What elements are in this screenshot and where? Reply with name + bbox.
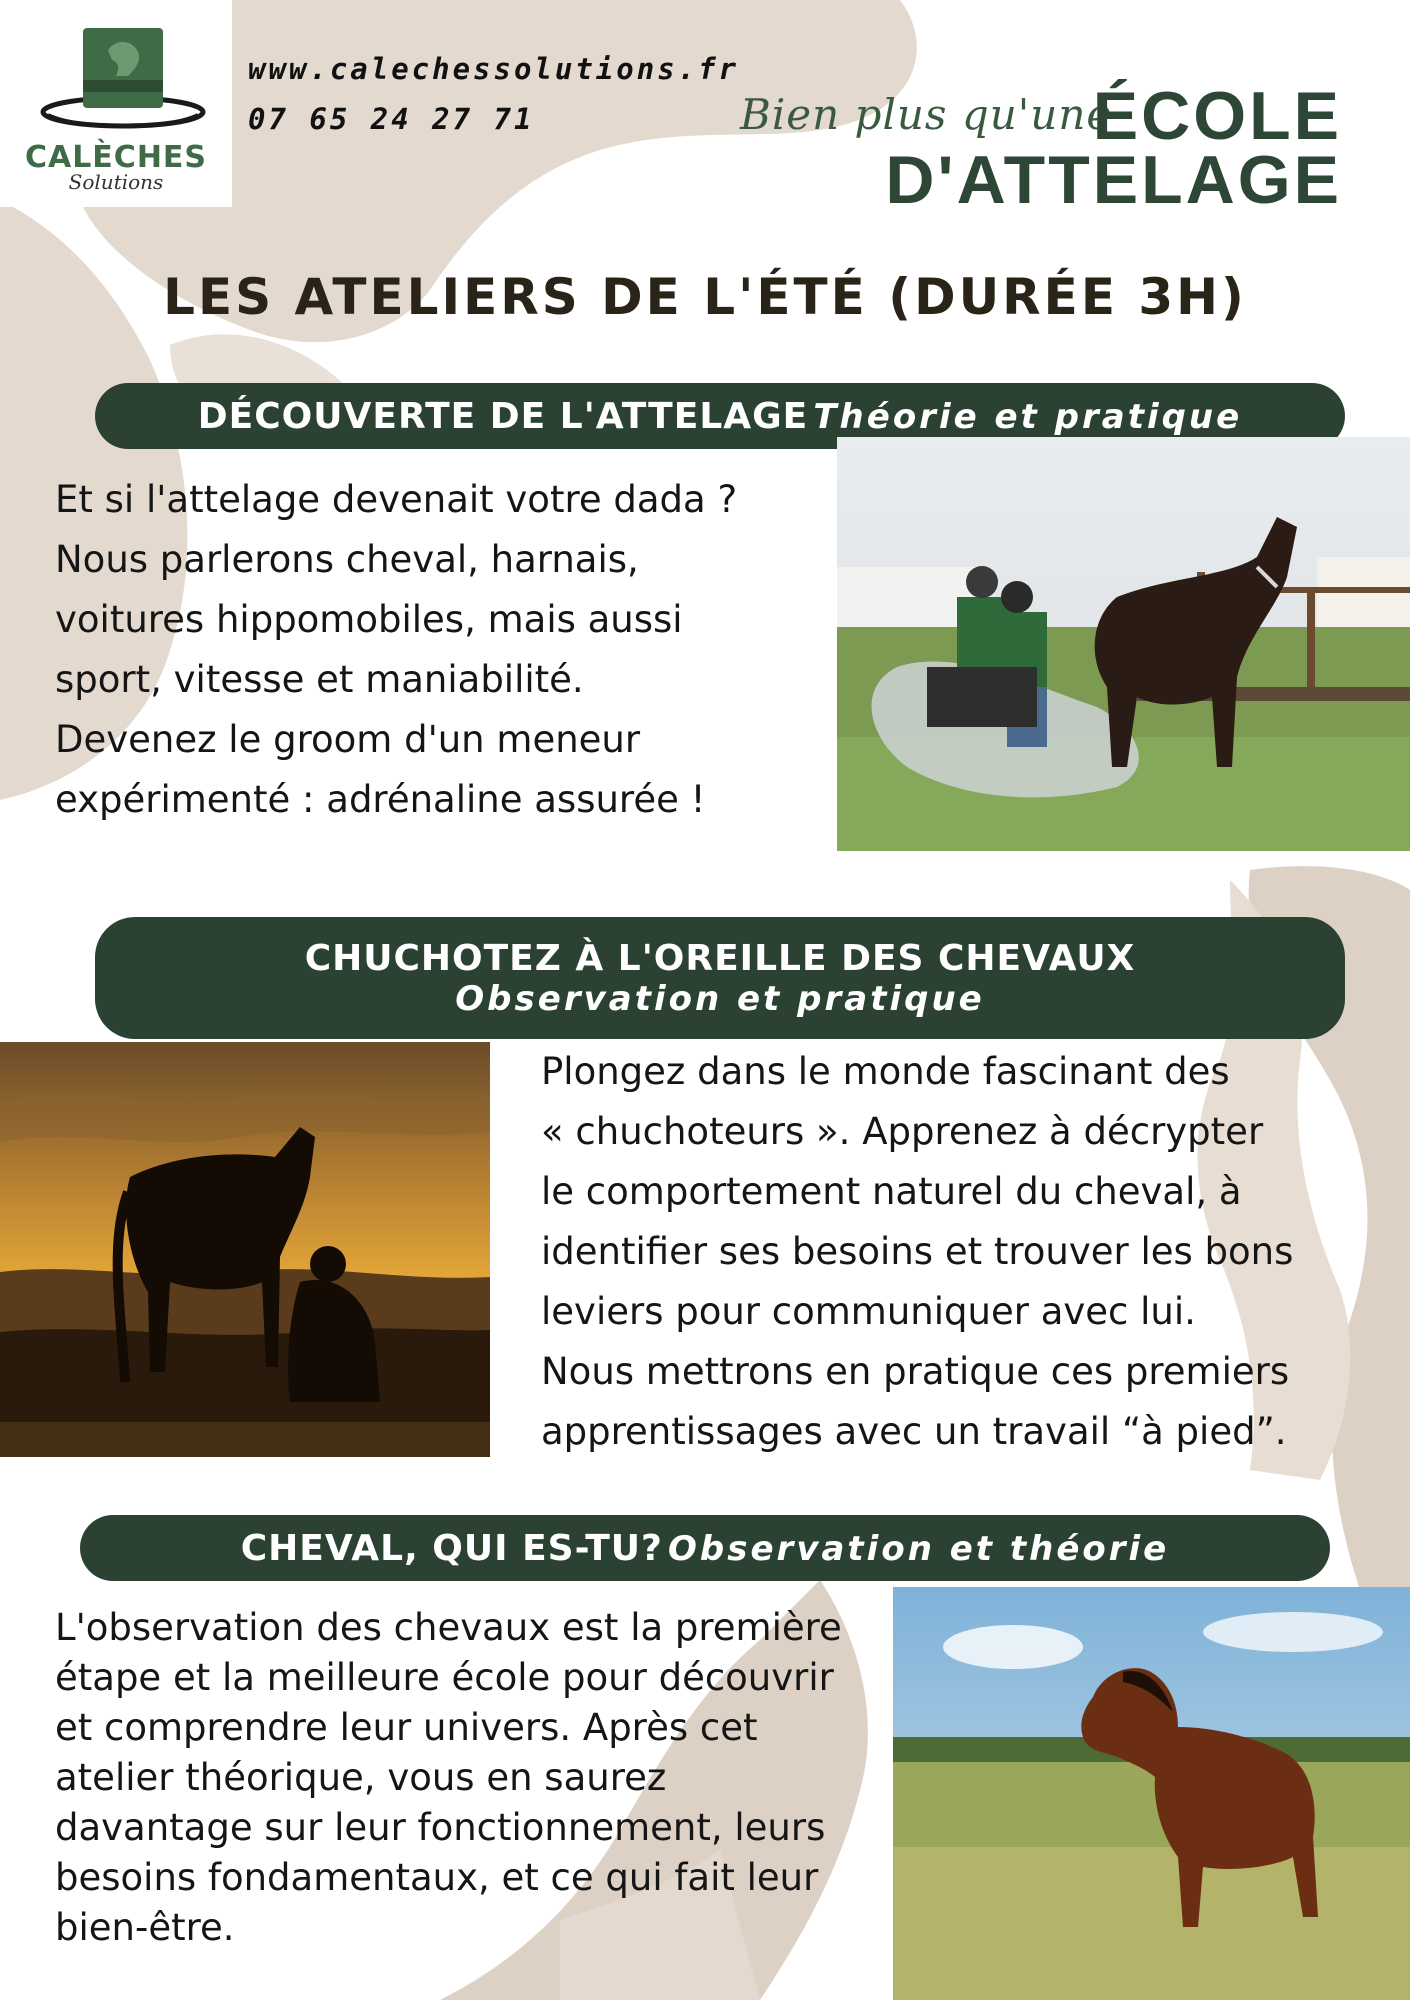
sunset-horse-photo: [0, 1042, 490, 1457]
section-subheading: Théorie et pratique: [813, 396, 1243, 437]
section-text-decouverte: [55, 470, 835, 830]
section-banner-cheval: [80, 1515, 1330, 1581]
page-title: LES ATELIERS DE L'ÉTÉ (DURÉE 3H): [163, 268, 1247, 326]
text-line: expérimenté : adrénaline assurée !: [55, 778, 706, 821]
text-line: voitures hippomobiles, mais aussi: [55, 598, 683, 641]
horse-field-photo: [893, 1587, 1410, 2000]
website-link[interactable]: www.calechessolutions.fr: [248, 52, 740, 86]
tagline-attelage: D'ATTELAGE: [885, 142, 1342, 218]
section-banner-chuchotez: [95, 917, 1345, 1039]
section-heading: CHEVAL, QUI ES-TU?: [240, 1527, 663, 1569]
section-subheading: Observation et pratique: [455, 978, 985, 1019]
carriage-driving-photo: [837, 437, 1410, 851]
text-line: sport, vitesse et maniabilité.: [55, 658, 584, 701]
text-line: Nous parlerons cheval, harnais,: [55, 538, 639, 581]
text-line: étape et la meilleure école pour découvrir: [55, 1656, 834, 1699]
text-line: davantage sur leur fonctionnement, leurs: [55, 1806, 826, 1849]
section-subheading: Observation et théorie: [668, 1528, 1170, 1569]
section-text-chuchotez: [541, 1042, 1410, 1462]
text-line: Et si l'attelage devenait votre dada ?: [55, 478, 738, 521]
logo-name: CALÈCHES: [24, 140, 208, 175]
text-line: « chuchoteurs ». Apprenez à décrypter: [541, 1110, 1264, 1153]
text-line: L'observation des chevaux est la première: [55, 1606, 842, 1649]
tagline-ecole: ÉCOLE: [1092, 78, 1342, 154]
logo: [0, 0, 232, 207]
text-line: bien-être.: [55, 1906, 235, 1949]
text-line: le comportement naturel du cheval, à: [541, 1170, 1242, 1213]
section-heading: CHUCHOTEZ À L'OREILLE DES CHEVAUX: [304, 937, 1136, 979]
text-line: apprentissages avec un travail “à pied”.: [541, 1410, 1287, 1453]
text-line: Devenez le groom d'un meneur: [55, 718, 641, 761]
text-line: atelier théorique, vous en saurez: [55, 1756, 667, 1799]
text-line: leviers pour communiquer avec lui.: [541, 1290, 1196, 1333]
section-text-cheval: [55, 1603, 875, 1953]
text-line: identifier ses besoins et trouver les bons: [541, 1230, 1294, 1273]
section-heading: DÉCOUVERTE DE L'ATTELAGE: [197, 395, 809, 437]
top-hat-logo-icon: [38, 20, 208, 130]
text-line: besoins fondamentaux, et ce qui fait leur: [55, 1856, 819, 1899]
text-line: et comprendre leur univers. Après cet: [55, 1706, 758, 1749]
logo-subtitle: Solutions: [68, 170, 164, 194]
text-line: Plongez dans le monde fascinant des: [541, 1050, 1230, 1093]
phone-number[interactable]: 07 65 24 27 71: [248, 102, 535, 136]
tagline-script: Bien plus qu'une: [740, 90, 1113, 139]
text-line: Nous mettrons en pratique ces premiers: [541, 1350, 1290, 1393]
